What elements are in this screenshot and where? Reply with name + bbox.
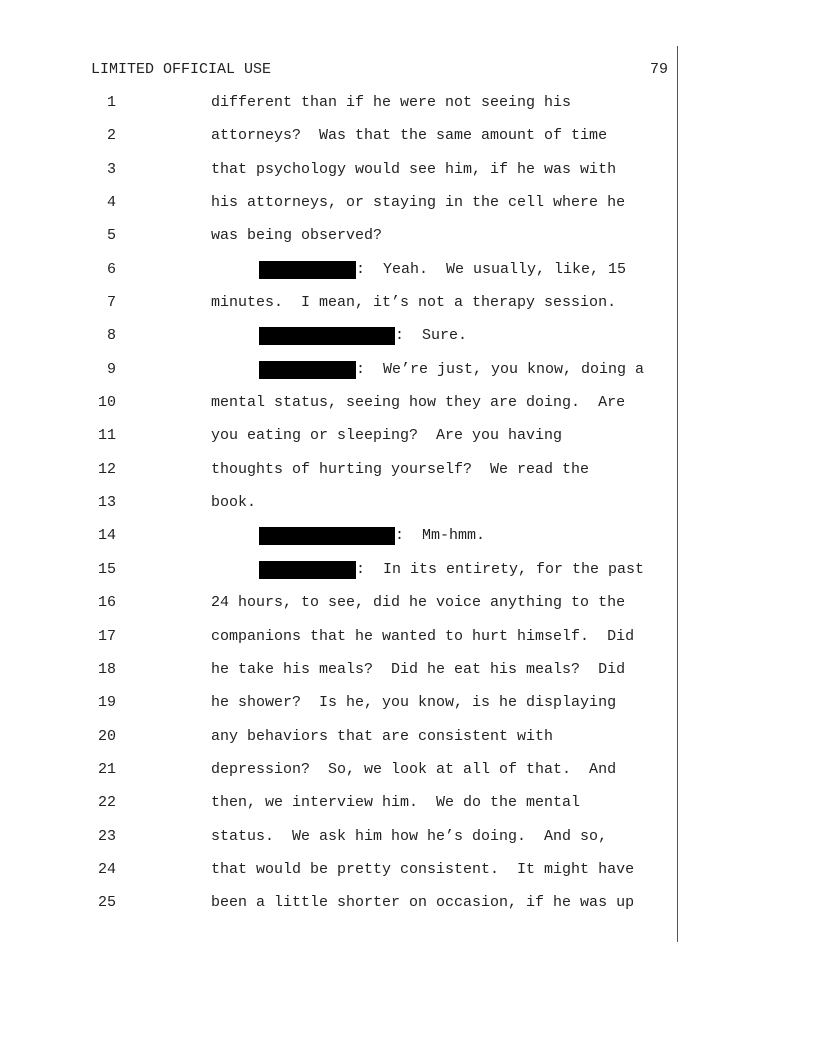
redacted-speaker-name: [259, 361, 356, 379]
transcript-line: [0, 894, 816, 927]
transcript-line: [0, 127, 816, 160]
line-number: 19: [97, 694, 116, 712]
speaker-line-text: [259, 561, 644, 579]
line-number: 25: [97, 894, 116, 912]
line-text: status. We ask him how he’s doing. And so,: [211, 827, 608, 845]
line-text: been a little shorter on occasion, if he was up: [211, 894, 635, 912]
transcript-line: [0, 461, 816, 494]
transcript-line: [0, 594, 816, 627]
transcript-line: [0, 661, 816, 694]
speaker-utterance: : We’re just, you know, doing a: [356, 360, 645, 378]
line-number: 10: [97, 394, 116, 412]
transcript-line: [0, 161, 816, 194]
line-number: 18: [97, 660, 116, 678]
line-number: 7: [106, 294, 116, 312]
redacted-speaker-name: [259, 327, 395, 345]
transcript-line: [0, 261, 816, 294]
speaker-line-text: [259, 261, 626, 279]
line-text: he take his meals? Did he eat his meals? Did: [211, 660, 626, 678]
line-text: that psychology would see him, if he was with: [211, 160, 617, 178]
transcript-line: [0, 327, 816, 360]
transcript-line: [0, 861, 816, 894]
line-number: 3: [106, 160, 116, 178]
line-number: 1: [106, 94, 116, 111]
transcript-line: [0, 361, 816, 394]
line-text: different than if he were not seeing his: [211, 94, 572, 111]
line-number: 24: [97, 860, 116, 878]
transcript-line: [0, 527, 816, 560]
line-number: 23: [97, 827, 116, 845]
line-text: depression? So, we look at all of that. And: [211, 760, 617, 778]
speaker-line-text: [259, 361, 644, 379]
speaker-utterance: : Mm-hmm.: [395, 527, 486, 545]
transcript-line: [0, 227, 816, 260]
speaker-line-text: [259, 327, 467, 345]
transcript-line: [0, 828, 816, 861]
transcript-line: [0, 794, 816, 827]
speaker-utterance: : Sure.: [395, 327, 468, 345]
line-number: 9: [106, 360, 116, 378]
transcript-line: [0, 728, 816, 761]
transcript-line: [0, 494, 816, 527]
line-text: companions that he wanted to hurt himself. Did: [211, 627, 635, 645]
line-number: 22: [97, 794, 116, 812]
speaker-utterance: : In its entirety, for the past: [356, 560, 645, 578]
line-number: 15: [97, 560, 116, 578]
transcript-line: [0, 94, 816, 127]
transcript-line: [0, 427, 816, 460]
line-text: minutes. I mean, it’s not a therapy session.: [211, 294, 617, 312]
line-number: 8: [106, 327, 116, 345]
transcript-line: [0, 694, 816, 727]
redacted-speaker-name: [259, 527, 395, 545]
line-text: 24 hours, to see, did he voice anything to the: [211, 594, 626, 612]
line-text: he shower? Is he, you know, is he displaying: [211, 694, 617, 712]
line-text: was being observed?: [211, 227, 383, 245]
line-text: mental status, seeing how they are doing. Are: [211, 394, 626, 412]
transcript-line: [0, 628, 816, 661]
line-text: his attorneys, or staying in the cell where he: [211, 194, 626, 212]
speaker-line-text: [259, 527, 485, 545]
line-number: 20: [97, 727, 116, 745]
transcript-line: [0, 561, 816, 594]
line-number: 2: [106, 127, 116, 145]
line-number: 12: [97, 460, 116, 478]
line-number: 16: [97, 594, 116, 612]
line-text: book.: [211, 494, 257, 512]
transcript-line: [0, 294, 816, 327]
speaker-utterance: : Yeah. We usually, like, 15: [356, 260, 627, 278]
line-text: that would be pretty consistent. It might have: [211, 860, 635, 878]
transcript-line: [0, 194, 816, 227]
line-number: 13: [97, 494, 116, 512]
line-number: 14: [97, 527, 116, 545]
transcript-body: [0, 94, 816, 928]
line-number: 11: [97, 427, 116, 445]
redacted-speaker-name: [259, 561, 356, 579]
line-text: attorneys? Was that the same amount of time: [211, 127, 608, 145]
line-text: any behaviors that are consistent with: [211, 727, 554, 745]
transcript-line: [0, 394, 816, 427]
line-number: 4: [106, 194, 116, 212]
page-number: 79: [649, 61, 668, 78]
line-text: you eating or sleeping? Are you having: [211, 427, 563, 445]
line-text: thoughts of hurting yourself? We read the: [211, 460, 590, 478]
line-number: 6: [106, 260, 116, 278]
line-number: 21: [97, 760, 116, 778]
classification-marking: LIMITED OFFICIAL USE: [91, 61, 272, 78]
line-text: then, we interview him. We do the mental: [211, 794, 581, 812]
line-number: 5: [106, 227, 116, 245]
redacted-speaker-name: [259, 261, 356, 279]
line-number: 17: [97, 627, 116, 645]
transcript-line: [0, 761, 816, 794]
